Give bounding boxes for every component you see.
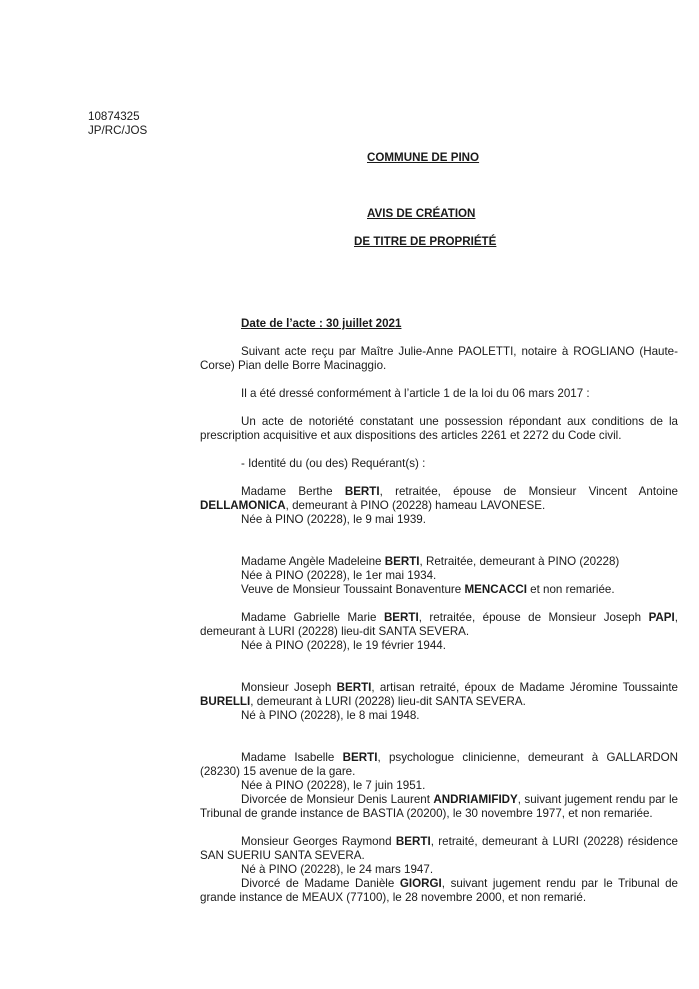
reference-number: 10874325 (88, 110, 140, 123)
requerant-identity: Madame Gabrielle Marie BERTI, retraitée, épouse de Monsieur Joseph PAPI, demeurant à LURI (20228) lieu-dit SANTA SEVERA. (200, 611, 678, 638)
requerant-status: Divorcé de Madame Danièle GIORGI, suivant jugement rendu par le Tribunal de grande instance de MEAUX (77100), le 28 novembre 2000, et non remarié. (200, 877, 678, 904)
requerant-birth: Né à PINO (20228), le 8 mai 1948. (241, 709, 420, 722)
date-acte: Date de l’acte : 30 juillet 2021 (241, 317, 402, 330)
heading-avis: AVIS DE CRÉATION (367, 207, 476, 220)
requerant-birth: Né à PINO (20228), le 24 mars 1947. (241, 863, 434, 876)
requerant-identity: Madame Isabelle BERTI, psychologue clinicienne, demeurant à GALLARDON (28230) 15 avenue de la gare. (200, 751, 678, 778)
para-dresse: Il a été dressé conformément à l’article 1 de la loi du 06 mars 2017 : (241, 387, 590, 400)
heading-titre: DE TITRE DE PROPRIÉTÉ (354, 235, 497, 248)
reference-initials: JP/RC/JOS (88, 124, 148, 137)
requerant-status: Veuve de Monsieur Toussaint Bonaventure MENCACCI et non remariée. (241, 583, 615, 596)
para-identite: - Identité du (ou des) Requérant(s) : (241, 457, 426, 470)
requerant-1 (200, 485, 678, 527)
para-suivant: Suivant acte reçu par Maître Julie-Anne PAOLETTI, notaire à ROGLIANO (Haute-Corse) Pian delle Borre Macinaggio. (200, 345, 678, 372)
requerant-identity: Madame Angèle Madeleine BERTI, Retraitée, demeurant à PINO (20228) (241, 555, 620, 568)
requerant-5 (200, 751, 678, 821)
requerant-identity: Madame Berthe BERTI, retraitée, épouse de Monsieur Vincent Antoine DELLAMONICA, demeurant à PINO (20228) hameau LAVONESE. (200, 485, 678, 512)
requerant-6 (200, 835, 678, 905)
requerant-status: Divorcée de Monsieur Denis Laurent ANDRIAMIFIDY, suivant jugement rendu par le Tribunal de grande instance de BASTIA (20200), le 30 novembre 1977, et non remariée. (200, 793, 678, 820)
heading-commune: COMMUNE DE PINO (367, 151, 480, 164)
para-acte: Un acte de notoriété constatant une possession répondant aux conditions de la prescription acquisitive et aux dispositions des articles 2261 et 2272 du Code civil. (200, 415, 678, 442)
reference-block (88, 110, 147, 138)
requerant-birth: Née à PINO (20228), le 9 mai 1939. (241, 513, 426, 526)
requerant-birth: Née à PINO (20228), le 19 février 1944. (241, 639, 446, 652)
document-body (200, 345, 678, 905)
requerant-identity: Monsieur Georges Raymond BERTI, retraité, demeurant à LURI (20228) résidence SAN SUERIU SANTA SEVERA. (200, 835, 678, 862)
requerant-2 (200, 555, 678, 597)
requerant-identity: Monsieur Joseph BERTI, artisan retraité, époux de Madame Jéromine Toussainte BURELLI, demeurant à LURI (20228) lieu-dit SANTA SEVERA. (200, 681, 678, 708)
requerant-birth: Née à PINO (20228), le 1er mai 1934. (241, 569, 437, 582)
requerant-4 (200, 681, 678, 723)
requerant-birth: Née à PINO (20228), le 7 juin 1951. (241, 779, 426, 792)
requerant-3 (200, 611, 678, 653)
